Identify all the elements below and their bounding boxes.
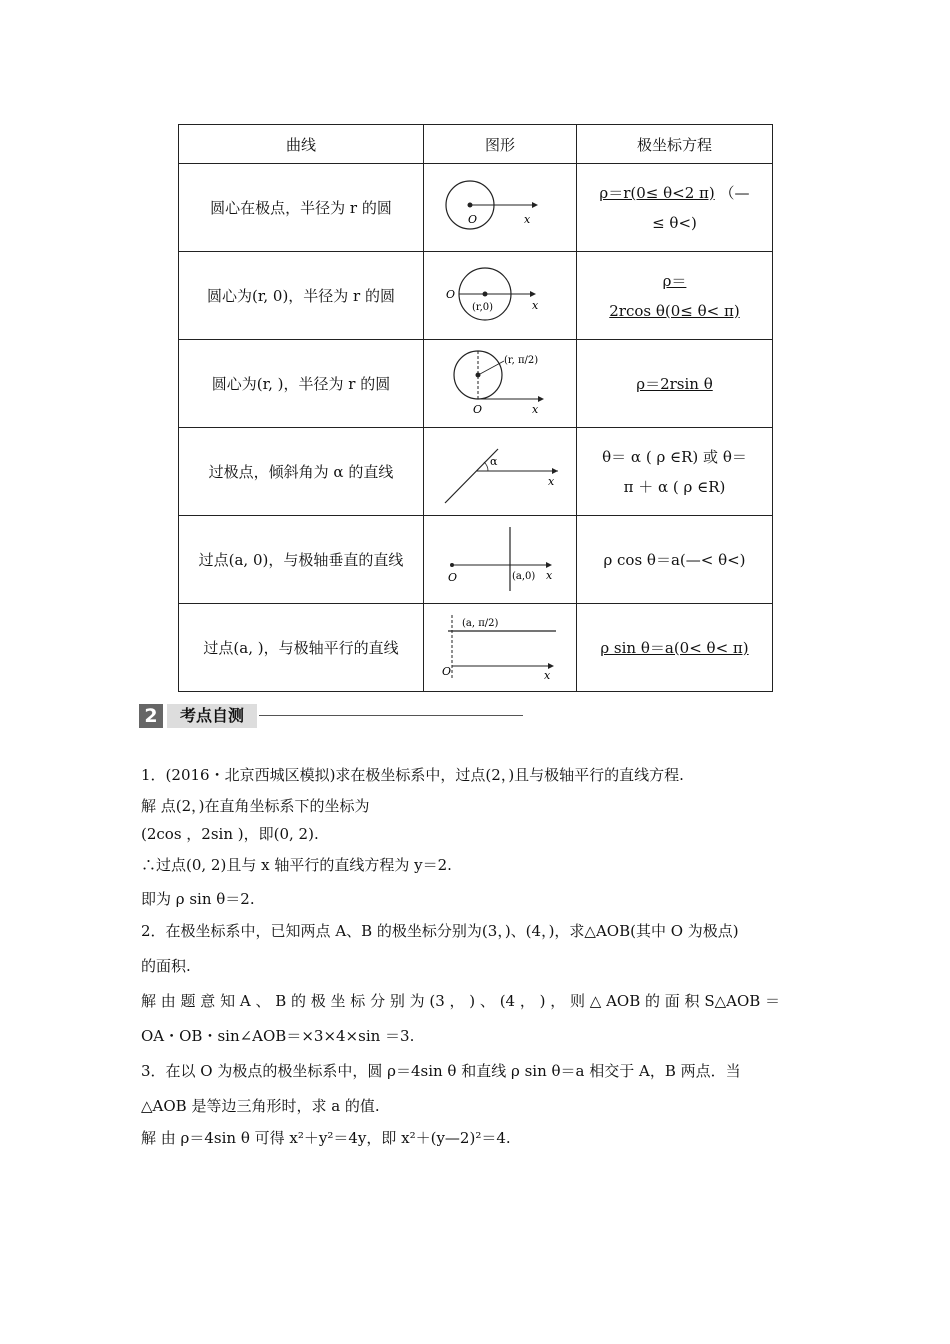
figure-cell <box>424 340 577 428</box>
curve-cell: 圆心在极点，半径为 r 的圆 <box>179 164 424 252</box>
equation-cell: ρ sin θ＝a(0< θ< π) <box>577 604 773 692</box>
curve-cell: 圆心为(r, 0)，半径为 r 的圆 <box>179 252 424 340</box>
equation-cell: ρ＝ 2rcos θ(0≤ θ< π) <box>577 252 773 340</box>
parallel-line-figure <box>440 613 560 683</box>
header-equation: 极坐标方程 <box>577 125 773 164</box>
equation-cell: ρ cos θ＝a(—< θ<) <box>577 516 773 604</box>
svg-text:x: x <box>532 402 539 416</box>
line-through-pole-figure <box>440 437 560 507</box>
circle-center-r0-figure <box>440 261 560 331</box>
exercise-text <box>141 765 813 1148</box>
header-curve: 曲线 <box>179 125 424 164</box>
svg-text:(a, π/2): (a, π/2) <box>462 617 499 629</box>
curve-cell: 圆心为(r, )，半径为 r 的圆 <box>179 340 424 428</box>
paragraph: 2．在极坐标系中，已知两点 A、B 的极坐标分别为(3，)、(4，)，求△AOB(其中 O 为极点) <box>141 922 739 940</box>
circle-at-pole-figure <box>440 173 560 243</box>
section-number: 2 <box>139 704 163 728</box>
svg-text:α: α <box>490 454 498 468</box>
paragraph: 解 点(2，)在直角坐标系下的坐标为 <box>141 797 370 815</box>
section-header <box>139 704 523 728</box>
perpendicular-line-figure <box>440 525 560 595</box>
circle-center-rpi2-figure <box>440 349 560 419</box>
paragraph: ∴过点(0, 2)且与 x 轴平行的直线方程为 y＝2. <box>141 856 452 874</box>
svg-text:x: x <box>532 298 539 312</box>
header-figure: 图形 <box>424 125 577 164</box>
svg-text:O: O <box>442 664 452 678</box>
svg-text:(a,0): (a,0) <box>512 570 536 582</box>
figure-cell <box>424 164 577 252</box>
curve-cell: 过极点，倾斜角为 α 的直线 <box>179 428 424 516</box>
svg-text:x: x <box>544 668 551 682</box>
curve-cell: 过点(a, 0)，与极轴垂直的直线 <box>179 516 424 604</box>
figure-cell <box>424 428 577 516</box>
svg-text:x: x <box>546 568 553 582</box>
svg-text:x: x <box>548 474 555 488</box>
paragraph: 的面积. <box>141 957 191 975</box>
paragraph: OA・OB・sin∠AOB＝×3×4×sin ＝3. <box>141 1027 415 1045</box>
figure-cell <box>424 516 577 604</box>
polar-equation-table <box>178 124 773 692</box>
paragraph: 解 由 题 意 知 A 、 B 的 极 坐 标 分 别 为 (3 ， ) 、 (4 ， ) ， 则 △ AOB 的 面 积 S△AOB ＝ <box>141 992 781 1010</box>
paragraph: (2cos ，2sin )，即(0, 2). <box>141 825 319 843</box>
paragraph: △AOB 是等边三角形时，求 a 的值. <box>141 1097 380 1115</box>
paragraph: 1．(2016・北京西城区模拟)求在极坐标系中，过点(2，)且与极轴平行的直线方程. <box>141 766 684 784</box>
equation-cell: θ＝ α ( ρ ∈R) 或 θ＝ π ＋ α ( ρ ∈R) <box>577 428 773 516</box>
figure-cell <box>424 604 577 692</box>
equation-cell: ρ＝2rsin θ <box>577 340 773 428</box>
svg-text:O: O <box>468 212 478 226</box>
section-title: 考点自测 <box>167 704 257 728</box>
paragraph: 3．在以 O 为极点的极坐标系中，圆 ρ＝4sin θ 和直线 ρ sin θ＝a 相交于 A，B 两点．当 <box>141 1062 741 1080</box>
section-rule <box>259 715 523 716</box>
equation-cell: ρ＝r(0≤ θ<2 π) （— ≤ θ<) <box>577 164 773 252</box>
svg-text:(r, π/2): (r, π/2) <box>504 354 539 366</box>
figure-cell <box>424 252 577 340</box>
paragraph: 即为 ρ sin θ＝2. <box>141 890 255 908</box>
svg-text:O: O <box>448 570 458 584</box>
svg-text:(r,0): (r,0) <box>472 301 494 313</box>
svg-text:O: O <box>446 287 456 301</box>
curve-cell: 过点(a, )，与极轴平行的直线 <box>179 604 424 692</box>
paragraph: 解 由 ρ＝4sin θ 可得 x²＋y²＝4y，即 x²＋(y—2)²＝4. <box>141 1129 511 1147</box>
svg-text:O: O <box>473 402 483 416</box>
svg-text:x: x <box>524 212 531 226</box>
